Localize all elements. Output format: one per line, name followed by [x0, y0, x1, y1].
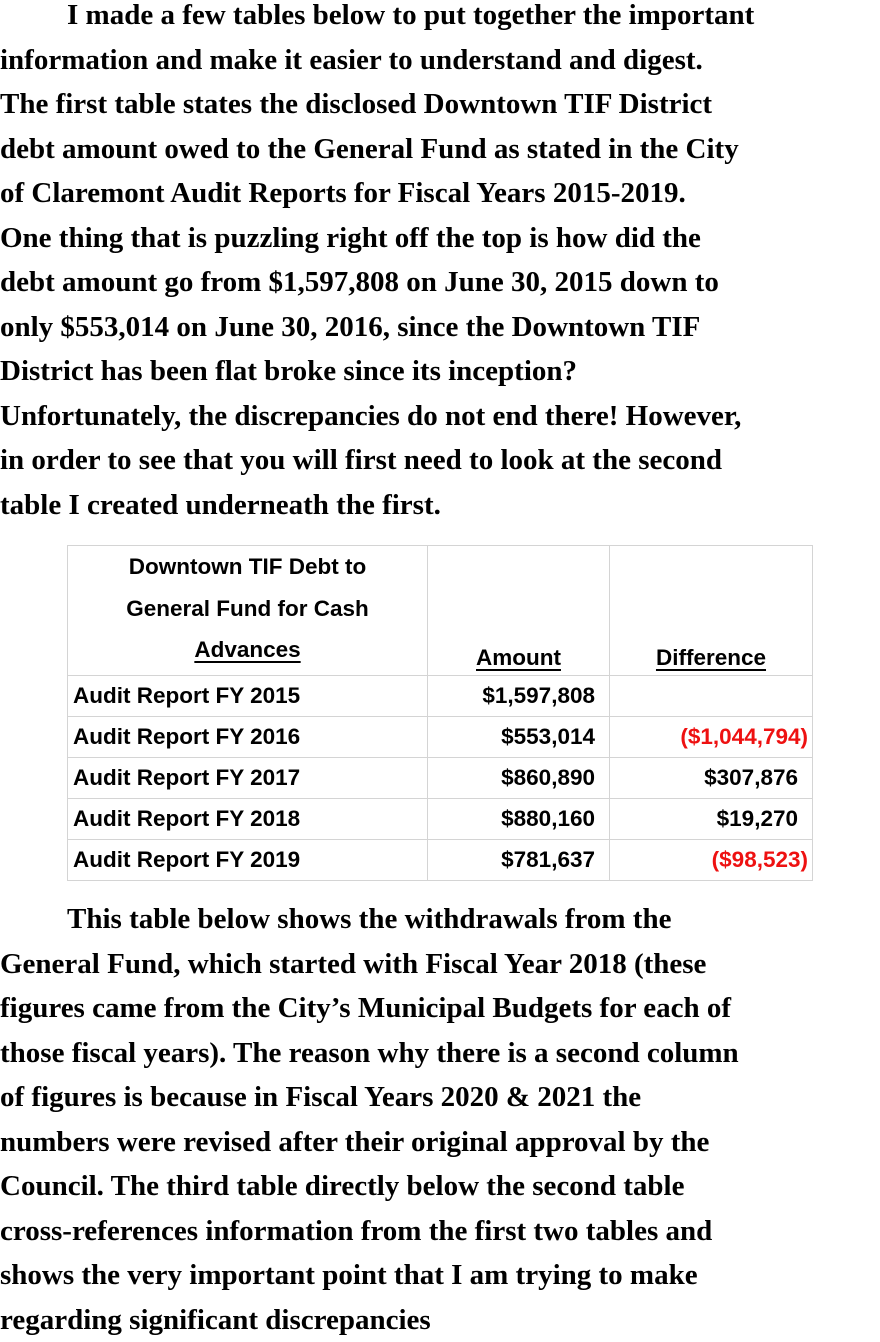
paragraph-line: of figures is because in Fiscal Years 2020 & 2021 the: [0, 1081, 642, 1113]
paragraph-line: regarding significant discrepancies: [0, 1303, 431, 1336]
paragraph-line: those fiscal years). The reason why there is a second column: [0, 1036, 739, 1069]
table-row: [68, 757, 813, 798]
paragraph-line: only $553,014 on June 30, 2016, since the Downtown TIF: [0, 310, 701, 343]
header-difference-label: Difference: [655, 644, 767, 670]
table-row: [68, 675, 813, 716]
row-label: Audit Report FY 2016: [68, 716, 428, 757]
header-amount-label: Amount: [476, 644, 561, 670]
row-difference-negative: ($1,044,794): [610, 716, 813, 757]
paragraph-line: in order to see that you will first need to look at the second: [0, 444, 722, 476]
table-row: [68, 798, 813, 839]
intro-paragraph: [0, 0, 880, 527]
second-paragraph: [0, 897, 880, 1342]
paragraph-line: One thing that is puzzling right off the top is how did the: [0, 221, 701, 254]
paragraph-line: information and make it easier to understand and digest.: [0, 43, 703, 76]
table-header-row: [68, 546, 813, 676]
header-description-line: Downtown TIF Debt to: [128, 554, 367, 579]
paragraph-line: shows the very important point that I am trying to make: [0, 1259, 698, 1291]
paragraph-line: debt amount go from $1,597,808 on June 30, 2015 down to: [0, 266, 719, 298]
paragraph-line: The first table states the disclosed Downtown TIF District: [0, 88, 713, 120]
header-amount: [428, 546, 610, 676]
table-row: [68, 716, 813, 757]
paragraph-line: of Claremont Audit Reports for Fiscal Years 2015-2019.: [0, 177, 686, 209]
row-label: Audit Report FY 2019: [68, 839, 428, 880]
paragraph-line: Unfortunately, the discrepancies do not end there! However,: [0, 399, 742, 432]
paragraph-line: figures came from the City’s Municipal Budgets for each of: [0, 992, 732, 1024]
row-difference: [610, 675, 813, 716]
row-label: Audit Report FY 2015: [68, 675, 428, 716]
paragraph-line: table I created underneath the first.: [0, 488, 441, 521]
paragraph-line: numbers were revised after their original approval by the: [0, 1125, 710, 1158]
row-label: Audit Report FY 2018: [68, 798, 428, 839]
row-amount: $781,637: [428, 839, 610, 880]
paragraph-line: cross-references information from the first two tables and: [0, 1214, 713, 1247]
row-difference: $307,876: [610, 757, 813, 798]
tif-debt-table: [67, 545, 813, 881]
paragraph-line: This table below shows the withdrawals from the: [67, 903, 672, 935]
header-difference: [610, 546, 813, 676]
row-label: Audit Report FY 2017: [68, 757, 428, 798]
paragraph-line: debt amount owed to the General Fund as stated in the City: [0, 132, 739, 165]
paragraph-line: General Fund, which started with Fiscal Year 2018 (these: [0, 947, 707, 980]
header-description-line: General Fund for Cash: [126, 595, 369, 621]
row-amount: $880,160: [428, 798, 610, 839]
row-amount: $860,890: [428, 757, 610, 798]
row-amount: $553,014: [428, 716, 610, 757]
table-row: [68, 839, 813, 880]
paragraph-line: District has been flat broke since its inception?: [0, 355, 578, 387]
paragraph-line: Council. The third table directly below the second table: [0, 1170, 685, 1202]
row-amount: $1,597,808: [428, 675, 610, 716]
paragraph-line: I made a few tables below to put together the important: [67, 0, 755, 31]
row-difference: $19,270: [610, 798, 813, 839]
row-difference-negative: ($98,523): [610, 839, 813, 880]
header-description: [68, 546, 428, 676]
header-description-line: Advances: [194, 637, 301, 662]
